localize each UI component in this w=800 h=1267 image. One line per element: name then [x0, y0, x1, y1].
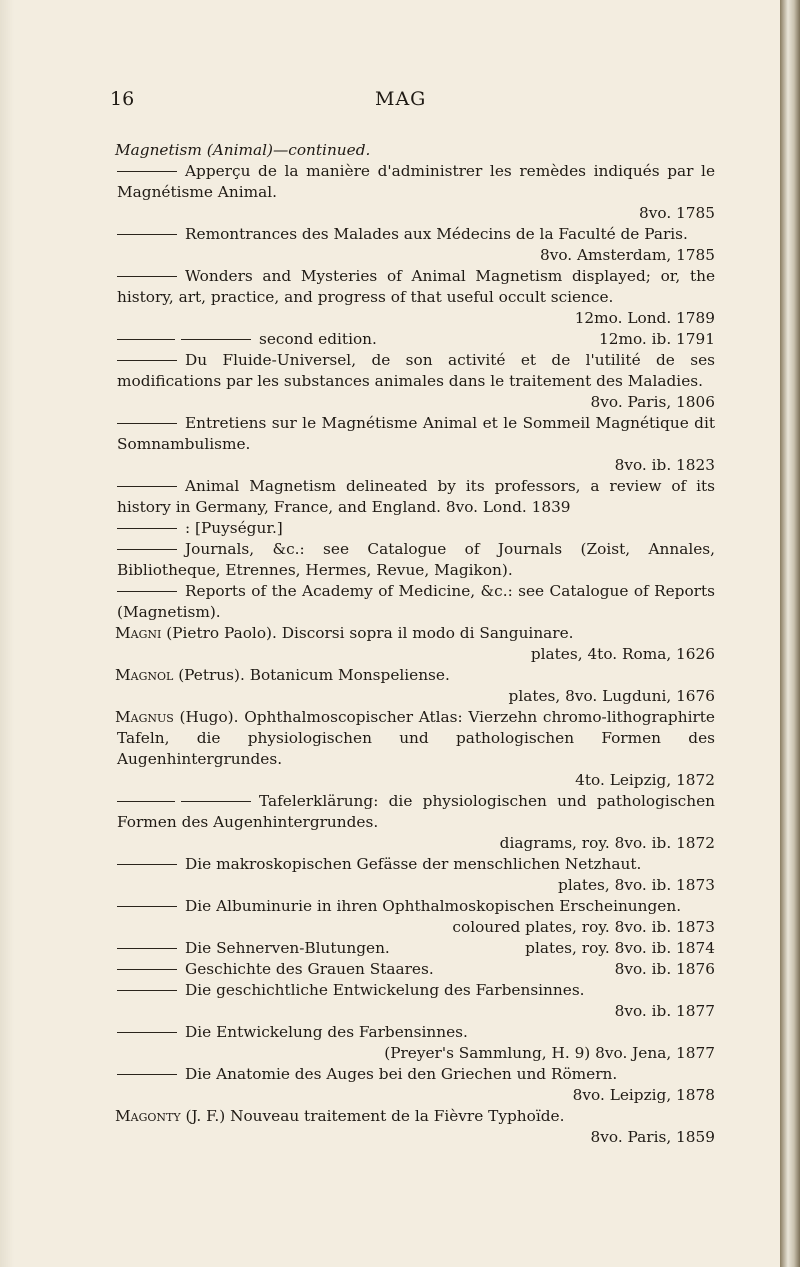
- entry-title: Apperçu de la manière d'administrer les remèdes indiqués par le Magnétisme Animal.: [117, 162, 715, 201]
- catalogue-entries: [117, 140, 715, 1148]
- entry-imprint: 8vo. ib. 1823: [614, 456, 715, 474]
- catalogue-entry: [117, 476, 715, 518]
- catalogue-entry: [117, 854, 715, 896]
- entry-imprint: 8vo. Paris, 1859: [590, 1128, 715, 1146]
- entry-title: Entretiens sur le Magnétisme Animal et le Sommeil Magnétique dit Somnambulisme.: [117, 414, 715, 453]
- entry-imprint: plates, roy. 8vo. ib. 1874: [525, 939, 715, 957]
- ditto-rule: [117, 360, 177, 361]
- ditto-rule: [117, 969, 177, 970]
- entry-imprint: diagrams, roy. 8vo. ib. 1872: [499, 834, 715, 852]
- catalogue-entry: [117, 959, 715, 980]
- entry-author: Magonty: [115, 1107, 181, 1125]
- entry-imprint: 8vo. 1785: [639, 204, 715, 222]
- entry-author: Magnol: [115, 666, 174, 684]
- page-header: [0, 88, 780, 118]
- catalogue-entry: [117, 1022, 715, 1064]
- entry-title: Reports of the Academy of Medicine, &c.: see Catalogue of Reports (Magnetism).: [117, 582, 715, 621]
- catalogue-entry: [117, 623, 715, 665]
- catalogue-entry: [117, 665, 715, 707]
- catalogue-entry: [117, 413, 715, 476]
- ditto-rule: [117, 906, 177, 907]
- catalogue-entry: [117, 224, 715, 266]
- entry-title: Tafelerklärung: die physiologischen und pathologischen Formen des Augenhintergrundes.: [117, 792, 715, 831]
- catalogue-entry: [117, 161, 715, 224]
- book-spine-edge: [780, 0, 800, 1267]
- entry-title: (Pietro Paolo). Discorsi sopra il modo di Sanguinare.: [166, 624, 574, 642]
- entry-imprint: 8vo. Amsterdam, 1785: [539, 246, 715, 264]
- entry-title: Die Albuminurie in ihren Ophthalmoskopischen Erscheinungen.: [185, 897, 682, 915]
- catalogue-entry: [117, 707, 715, 791]
- ditto-rule: [117, 591, 177, 592]
- entry-title: (J. F.) Nouveau traitement de la Fièvre Typhoïde.: [185, 1107, 565, 1125]
- ditto-rule: [117, 1032, 177, 1033]
- ditto-rule: [117, 801, 175, 802]
- entry-imprint: plates, 8vo. Lugduni, 1676: [508, 687, 715, 705]
- catalogue-entry: [117, 1106, 715, 1148]
- section-heading: Magnetism (Animal)—continued.: [115, 141, 371, 159]
- ditto-rule: [117, 549, 177, 550]
- entry-title: (Petrus). Botanicum Monspeliense.: [178, 666, 450, 684]
- entry-author: Magnus: [115, 708, 174, 726]
- entry-title: Wonders and Mysteries of Animal Magnetism displayed; or, the history, art, practice, and progress of that useful occult science.: [117, 267, 715, 306]
- ditto-rule: [117, 423, 177, 424]
- catalogue-entry: [117, 539, 715, 581]
- page-edge-shadow: [0, 0, 14, 1267]
- entry-title: Du Fluide-Universel, de son activité et de l'utilité de ses modifications par les substances animales dans le traitement des Maladies.: [117, 351, 715, 390]
- ditto-rule: [117, 171, 177, 172]
- ditto-rule: [117, 276, 177, 277]
- entry-title: Remontrances des Malades aux Médecins de la Faculté de Paris.: [185, 225, 688, 243]
- entry-imprint: coloured plates, roy. 8vo. ib. 1873: [452, 918, 715, 936]
- ditto-rule: [117, 528, 177, 529]
- ditto-rule: [117, 948, 177, 949]
- catalogue-entry: [117, 938, 715, 959]
- entry-title: Die geschichtliche Entwickelung des Farbensinnes.: [185, 981, 585, 999]
- catalogue-entry: [117, 266, 715, 329]
- entry-imprint: 8vo. ib. 1876: [614, 960, 715, 978]
- ditto-rule: [117, 486, 177, 487]
- catalogue-entry: [117, 518, 715, 539]
- catalogue-entry: [117, 896, 715, 938]
- ditto-rule: [117, 864, 177, 865]
- entry-title: (Hugo). Ophthalmoscopischer Atlas: Vierzehn chromo-lithographirte Tafeln, die physiologischen und pathologischen Formen des Augenhintergrundes.: [117, 708, 715, 768]
- catalogue-entry: [117, 350, 715, 413]
- entry-imprint: 12mo. ib. 1791: [599, 330, 715, 348]
- entry-title: second edition.: [259, 330, 377, 348]
- catalogue-entry: [117, 791, 715, 854]
- entry-title: Die Sehnerven-Blutungen.: [185, 939, 390, 957]
- catalogue-entry: [117, 980, 715, 1022]
- entry-imprint: plates, 4to. Roma, 1626: [530, 645, 715, 663]
- ditto-rule: [117, 339, 175, 340]
- entry-title: Die makroskopischen Gefässe der menschlichen Netzhaut.: [185, 855, 642, 873]
- ditto-rule: [181, 339, 251, 340]
- entry-imprint: (Preyer's Sammlung, H. 9) 8vo. Jena, 1877: [384, 1044, 715, 1062]
- ditto-rule: [117, 234, 177, 235]
- entry-title: Journals, &c.: see Catalogue of Journals (Zoist, Annales, Bibliotheque, Etrennes, Hermes, Revue, Magikon).: [117, 540, 715, 579]
- ditto-rule: [117, 1074, 177, 1075]
- entry-imprint: 8vo. Leipzig, 1878: [572, 1086, 715, 1104]
- entry-title: Geschichte des Grauen Staares.: [185, 960, 434, 978]
- entry-imprint: 8vo. Paris, 1806: [590, 393, 715, 411]
- catalogue-entry: [117, 329, 715, 350]
- entry-author: Magni: [115, 624, 162, 642]
- entry-title: Die Anatomie des Auges bei den Griechen und Römern.: [185, 1065, 618, 1083]
- entry-imprint: 4to. Leipzig, 1872: [575, 771, 715, 789]
- catalogue-entry: [117, 581, 715, 623]
- entry-imprint: 8vo. ib. 1877: [614, 1002, 715, 1020]
- entry-title: : [Puységur.]: [185, 519, 283, 537]
- ditto-rule: [181, 801, 251, 802]
- entry-title: Animal Magnetism delineated by its professors, a review of its history in Germany, France, and England. 8vo. Lond. 1839: [117, 477, 715, 516]
- entry-imprint: plates, 8vo. ib. 1873: [558, 876, 715, 894]
- ditto-rule: [117, 990, 177, 991]
- entry-title: Die Entwickelung des Farbensinnes.: [185, 1023, 468, 1041]
- page-number: 16: [110, 88, 135, 110]
- running-head: MAG: [375, 88, 427, 110]
- entry-imprint: 12mo. Lond. 1789: [574, 309, 715, 327]
- catalogue-entry: [117, 1064, 715, 1106]
